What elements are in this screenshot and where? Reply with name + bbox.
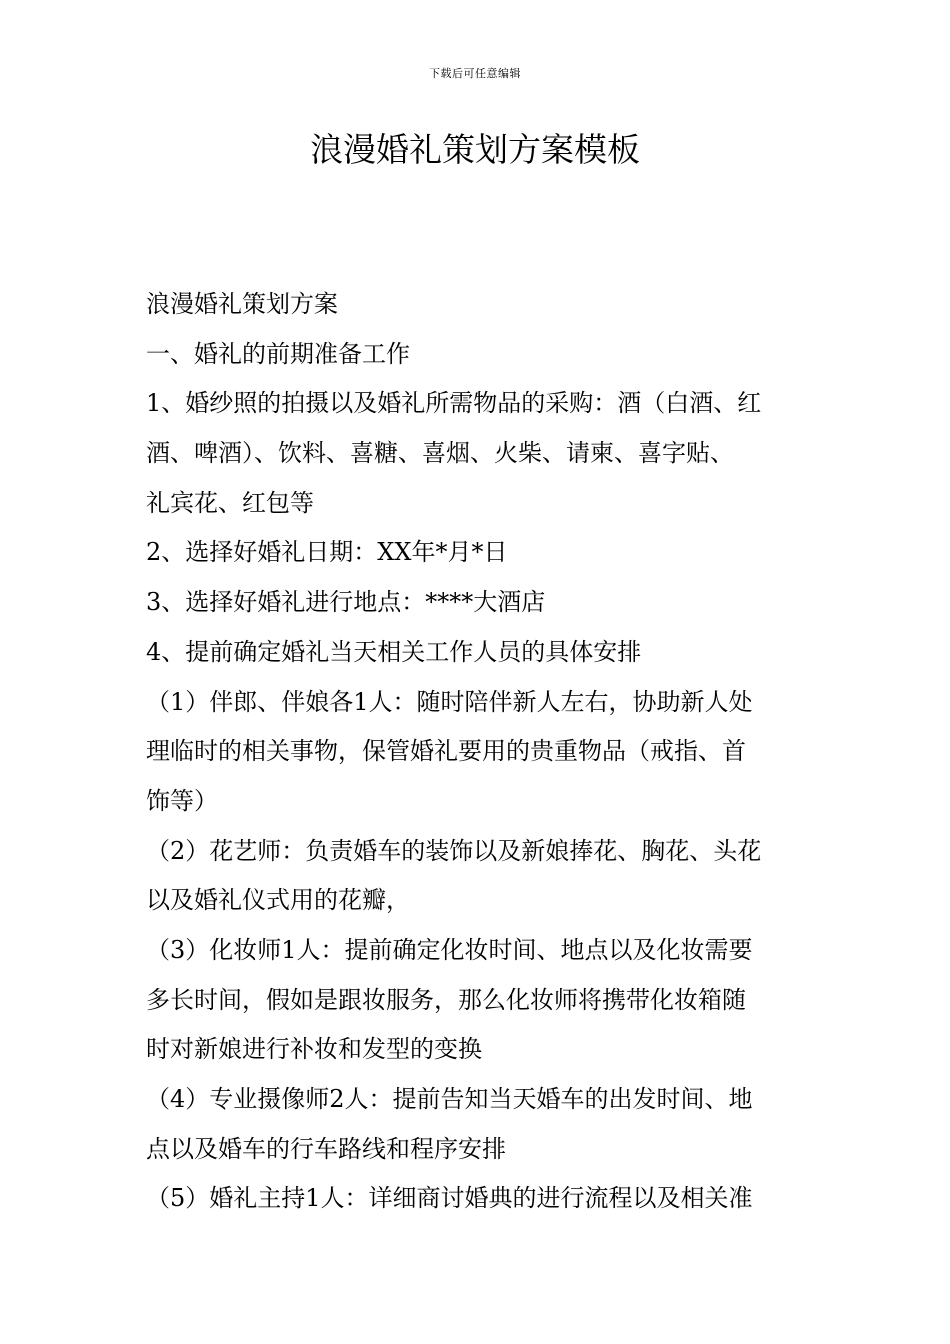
paragraph-line: 点以及婚车的行车路线和程序安排 [146, 1134, 506, 1163]
paragraph-line: 多长时间，假如是跟妆服务，那么化妆师将携带化妆箱随 [146, 985, 746, 1014]
paragraph-line: 4、提前确定婚礼当天相关工作人员的具体安排 [146, 637, 642, 666]
paragraph-line: （5）婚礼主持1人：详细商讨婚典的进行流程以及相关准 [146, 1184, 753, 1213]
header-note: 下载后可任意编辑 [429, 67, 521, 80]
paragraph-line: （3）化妆师1人：提前确定化妆时间、地点以及化妆需要 [146, 935, 753, 964]
paragraph-line: （1）伴郎、伴娘各1人：随时陪伴新人左右，协助新人处 [146, 687, 753, 716]
paragraph-line: 以及婚礼仪式用的花瓣， [146, 886, 410, 915]
paragraph-line: 理临时的相关事物，保管婚礼要用的贵重物品（戒指、首 [146, 737, 746, 766]
paragraph-line: 1、婚纱照的拍摄以及婚礼所需物品的采购：酒（白酒、红 [146, 389, 762, 418]
paragraph-line: 2、选择好婚礼日期：XX年*月*日 [146, 538, 508, 567]
document-title: 浪漫婚礼策划方案模板 [310, 130, 640, 169]
paragraph-line: （4）专业摄像师2人：提前告知当天婚车的出发时间、地 [146, 1085, 753, 1113]
paragraph-line: 3、选择好婚礼进行地点：****大酒店 [146, 588, 546, 617]
paragraph-line: 礼宾花、红包等 [146, 488, 314, 517]
paragraph-line: （2）花艺师：负责婚车的装饰以及新娘捧花、胸花、头花 [146, 836, 762, 865]
section-heading: 浪漫婚礼策划方案 [146, 290, 338, 318]
section-heading: 一、婚礼的前期准备工作 [146, 339, 410, 368]
document-body [146, 280, 811, 1224]
paragraph-line: 酒、啤酒）、饮料、喜糖、喜烟、火柴、请柬、喜字贴、 [146, 439, 734, 468]
paragraph-line: 时对新娘进行补妆和发型的变换 [146, 1035, 482, 1064]
paragraph-line: 饰等） [146, 786, 218, 815]
